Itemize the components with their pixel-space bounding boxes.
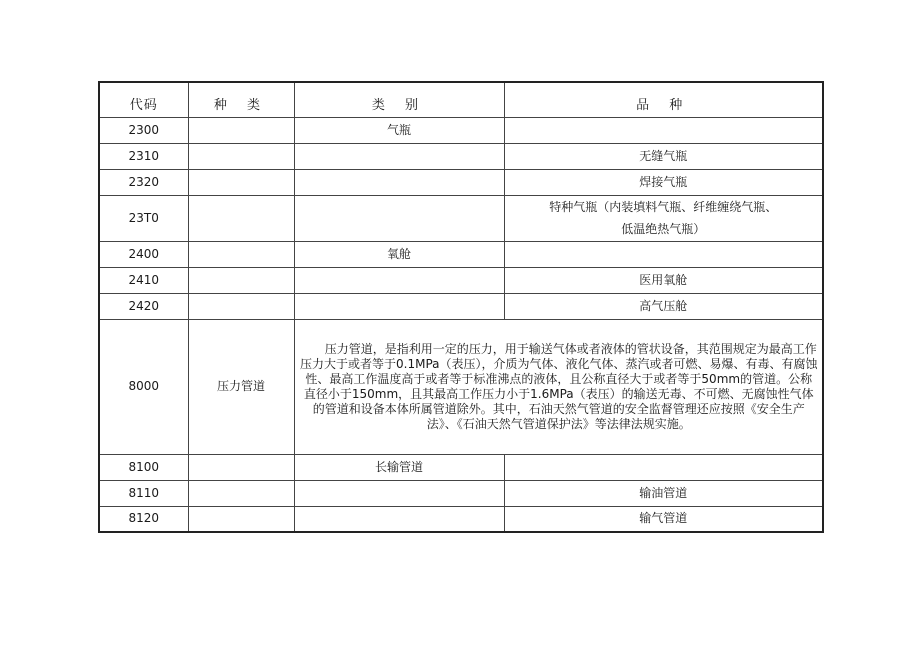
cell-code: 2310 xyxy=(99,143,188,169)
cell-variety xyxy=(504,241,823,267)
equipment-code-table xyxy=(98,81,824,533)
cell-category xyxy=(294,143,504,169)
cell-kind xyxy=(188,241,294,267)
table-header-row xyxy=(99,82,823,117)
cell-category xyxy=(294,293,504,319)
cell-variety: 输气管道 xyxy=(504,506,823,532)
cell-variety: 无缝气瓶 xyxy=(504,143,823,169)
cell-category xyxy=(294,267,504,293)
cell-kind xyxy=(188,143,294,169)
variety-line-2: 低温绝热气瓶） xyxy=(621,222,706,236)
cell-kind xyxy=(188,454,294,480)
cell-category xyxy=(294,480,504,506)
cell-category: 氧舱 xyxy=(294,241,504,267)
cell-variety: 高气压舱 xyxy=(504,293,823,319)
table-row xyxy=(99,293,823,319)
cell-code: 8120 xyxy=(99,506,188,532)
cell-kind xyxy=(188,293,294,319)
cell-kind xyxy=(188,117,294,143)
cell-kind xyxy=(188,267,294,293)
table-row xyxy=(99,319,823,454)
cell-kind xyxy=(188,506,294,532)
cell-code: 2300 xyxy=(99,117,188,143)
cell-kind: 压力管道 xyxy=(188,319,294,454)
cell-kind xyxy=(188,195,294,241)
cell-code: 8110 xyxy=(99,480,188,506)
table-row xyxy=(99,480,823,506)
cell-variety: 输油管道 xyxy=(504,480,823,506)
cell-code: 8000 xyxy=(99,319,188,454)
cell-category xyxy=(294,169,504,195)
table-row xyxy=(99,267,823,293)
cell-variety: 焊接气瓶 xyxy=(504,169,823,195)
header-category: 类 别 xyxy=(294,82,504,117)
cell-variety xyxy=(504,454,823,480)
table-row xyxy=(99,117,823,143)
table-row xyxy=(99,143,823,169)
cell-code: 2410 xyxy=(99,267,188,293)
table-row xyxy=(99,195,823,241)
cell-category: 长输管道 xyxy=(294,454,504,480)
cell-variety: 医用氧舱 xyxy=(504,267,823,293)
cell-category xyxy=(294,195,504,241)
cell-variety xyxy=(504,117,823,143)
table-row xyxy=(99,241,823,267)
header-kind: 种 类 xyxy=(188,82,294,117)
table-row xyxy=(99,169,823,195)
cell-kind xyxy=(188,169,294,195)
cell-code: 2320 xyxy=(99,169,188,195)
cell-variety xyxy=(504,195,823,241)
cell-code: 2420 xyxy=(99,293,188,319)
cell-code: 8100 xyxy=(99,454,188,480)
cell-description xyxy=(294,319,823,454)
table-row xyxy=(99,454,823,480)
header-code: 代码 xyxy=(99,82,188,117)
cell-category xyxy=(294,506,504,532)
header-variety: 品 种 xyxy=(504,82,823,117)
table-row xyxy=(99,506,823,532)
cell-kind xyxy=(188,480,294,506)
description-text: 压力管道，是指利用一定的压力，用于输送气体或者液体的管状设备，其范围规定为最高工作压力大于或者等于0.1MPa（表压），介质为气体、液化气体、蒸汽或者可燃、易爆、有毒、有腐蚀性、最高工作温度高于或者等于标准沸点的液体，且公称直径大于或者等于50mm的管道。公称直径小于150mm，且其最高工作压力小于1.6MPa（表压）的输送无毒、不可燃、无腐蚀性气体的管道和设备本体所属管道除外。其中，石油天然气管道的安全监督管理还应按照《安全生产法》、《石油天然气管道保护法》等法律法规实施。 xyxy=(300,341,818,431)
cell-code: 23T0 xyxy=(99,195,188,241)
cell-code: 2400 xyxy=(99,241,188,267)
cell-category: 气瓶 xyxy=(294,117,504,143)
variety-line-1: 特种气瓶（内装填料气瓶、纤维缠绕气瓶、 xyxy=(549,200,778,214)
